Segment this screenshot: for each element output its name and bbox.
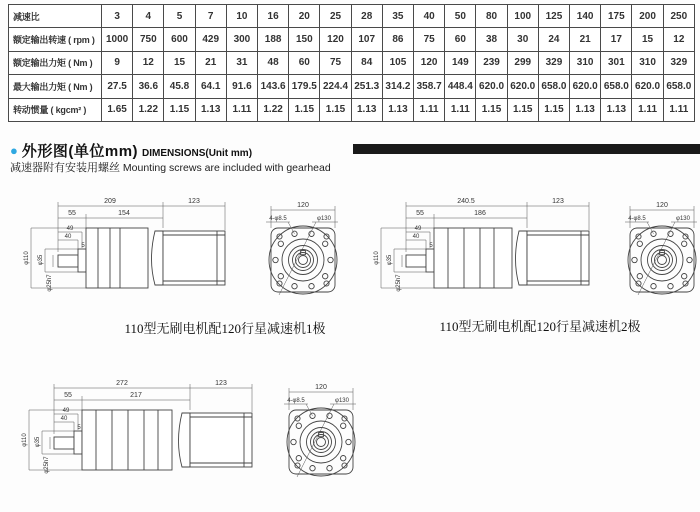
row-label: 最大输出力矩 ( Nm ) [9,75,102,98]
dim-49: 49 [62,408,70,414]
dim-dia25: φ25h7 [396,274,402,292]
dim-dia35: φ35 [35,436,41,448]
motor-body [406,228,589,288]
spec-cell: 5 [164,5,195,28]
spec-cell: 17 [601,28,632,51]
shaft-rings [282,239,324,281]
motor-body [54,410,252,470]
mounting-note [10,159,331,175]
dim-dia110: φ110 [22,433,28,447]
table-row [9,5,695,28]
spec-cell: 143.6 [258,75,289,98]
dim-front: 55 [416,210,424,217]
spec-cell: 224.4 [320,75,351,98]
spec-cell: 15 [164,51,195,74]
table-row [9,51,695,74]
spec-cell: 1.15 [320,98,351,121]
corner-holes [636,234,688,286]
spec-cell: 620.0 [476,75,507,98]
front-width-dim: 120 [656,202,668,209]
spec-cell: 75 [320,51,351,74]
flange-dia-label: φ130 [676,216,690,222]
section-heading [10,140,252,161]
spec-cell: 200 [632,5,663,28]
dim-total: 272 [116,380,128,387]
front-width-dim: 120 [297,202,309,209]
dim-gear: 217 [130,392,142,399]
spec-cell: 35 [382,5,413,28]
bolt-hole-label: 4-φ8.5 [287,398,305,404]
dim-dia35: φ35 [387,254,393,266]
spec-cell: 1.15 [507,98,538,121]
spec-cell: 429 [195,28,226,51]
spec-cell: 86 [382,28,413,51]
spec-cell: 3 [102,5,133,28]
spec-cell: 301 [601,51,632,74]
spec-cell: 658.0 [663,75,694,98]
spec-cell: 658.0 [538,75,569,98]
dim-front: 55 [64,392,72,399]
section-title-en: DIMENSIONS(Unit mm) [142,148,253,159]
dim-dia110: φ110 [374,251,380,265]
spec-cell: 1.11 [663,98,694,121]
spec-cell: 188 [258,28,289,51]
gearbox [86,228,148,288]
table-row [9,75,695,98]
spec-cell: 620.0 [632,75,663,98]
spec-cell: 107 [351,28,382,51]
spec-cell: 24 [538,28,569,51]
spec-cell: 84 [351,51,382,74]
spec-cell: 620.0 [570,75,601,98]
spec-cell: 4 [133,5,164,28]
spec-cell: 448.4 [445,75,476,98]
shaft-rings [641,239,683,281]
dim-40: 40 [60,416,68,422]
spec-cell: 12 [663,28,694,51]
bell-adapter [179,413,191,467]
dim-motor: 123 [188,198,200,205]
spec-cell: 16 [258,5,289,28]
spec-cell: 620.0 [507,75,538,98]
spec-cell: 329 [538,51,569,74]
gearbox [82,410,172,470]
spec-table [8,4,695,122]
spec-cell: 1.11 [414,98,445,121]
spec-cell: 50 [445,5,476,28]
dim-total: 209 [104,198,116,205]
row-label: 额定输出力矩 ( Nm ) [9,51,102,74]
drawing3-side-view [20,368,270,500]
spec-cell: 140 [570,5,601,28]
spec-cell: 48 [258,51,289,74]
dim-5: 5 [81,243,85,249]
spec-cell: 239 [476,51,507,74]
dim-40: 40 [412,234,420,240]
spec-cell: 149 [445,51,476,74]
dim-dia35: φ35 [38,254,44,266]
spec-cell: 60 [445,28,476,51]
spec-cell: 28 [351,5,382,28]
spec-cell: 1.13 [382,98,413,121]
dim-gear: 186 [474,210,486,217]
spec-cell: 251.3 [351,75,382,98]
spec-cell: 38 [476,28,507,51]
spec-cell: 1.15 [289,98,320,121]
mounting-note-en: Mounting screws are included with gearhead [120,162,331,174]
spec-cell: 91.6 [226,75,257,98]
shaft-rings [300,421,342,463]
spec-cell: 750 [133,28,164,51]
bell-adapter [516,231,528,285]
spec-cell: 60 [289,51,320,74]
dim-dia110: φ110 [24,251,30,265]
flange-circle [269,226,337,294]
spec-cell: 658.0 [601,75,632,98]
spec-cell: 36.6 [133,75,164,98]
spec-cell: 600 [164,28,195,51]
spec-cell: 310 [570,51,601,74]
motor [190,413,252,467]
bullet-icon: ● [10,143,18,158]
row-label: 转动惯量 ( kgcm² ) [9,98,102,121]
spec-cell: 64.1 [195,75,226,98]
drawing2-front-view [607,184,700,330]
flange-circle [628,226,696,294]
row-label: 减速比 [9,5,102,28]
mounting-note-cn: 减速器附有安装用螺丝 [10,162,120,174]
spec-cell: 179.5 [289,75,320,98]
dim-40: 40 [64,234,72,240]
dim-dia25: φ25h7 [47,274,53,292]
drawing1-front-view [248,184,358,330]
spec-cell: 1000 [102,28,133,51]
spec-cell: 45.8 [164,75,195,98]
dim-motor: 123 [552,198,564,205]
spec-cell: 1.13 [570,98,601,121]
spec-table-wrap [8,4,695,122]
spec-cell: 1.15 [538,98,569,121]
bolt-hole-label: 4-φ8.5 [269,216,287,222]
dim-49: 49 [66,226,74,232]
spec-cell: 1.11 [632,98,663,121]
spec-cell: 1.13 [351,98,382,121]
dim-motor: 123 [215,380,227,387]
dim-5: 5 [77,425,81,431]
spec-cell: 1.13 [601,98,632,121]
spec-cell: 125 [538,5,569,28]
spec-cell: 10 [226,5,257,28]
spec-cell: 105 [382,51,413,74]
gearbox [434,228,512,288]
motor [163,231,225,285]
motor [527,231,589,285]
table-row [9,28,695,51]
drawing3-front-view [266,366,376,512]
spec-cell: 1.65 [102,98,133,121]
section-title-cn: 外形图(单位mm) [21,143,139,160]
spec-cell: 1.22 [258,98,289,121]
shaft [58,255,78,267]
spec-cell: 1.15 [164,98,195,121]
spec-cell: 1.11 [445,98,476,121]
spec-cell: 27.5 [102,75,133,98]
flange-square [271,228,335,292]
spec-cell: 329 [663,51,694,74]
table-row [9,98,695,121]
spec-cell: 120 [320,28,351,51]
spec-cell: 75 [414,28,445,51]
spec-cell: 1.15 [476,98,507,121]
drawing2-side-view [370,186,615,318]
spec-cell: 314.2 [382,75,413,98]
spec-cell: 175 [601,5,632,28]
spec-cell: 1.22 [133,98,164,121]
spec-cell: 21 [570,28,601,51]
front-width-dim: 120 [315,384,327,391]
dim-49: 49 [414,226,422,232]
spec-cell: 250 [663,5,694,28]
spec-cell: 15 [632,28,663,51]
spec-cell: 7 [195,5,226,28]
spec-cell: 100 [507,5,538,28]
spec-cell: 21 [195,51,226,74]
heading-divider-bar [353,144,700,154]
drawing1-caption: 110型无刷电机配120行星减速机1极 [124,321,326,336]
corner-holes [295,416,347,468]
dim-gear: 154 [118,210,130,217]
shaft-shoulder [74,431,82,454]
shaft-shoulder [426,249,434,272]
spec-cell: 12 [133,51,164,74]
row-label: 额定输出转速 ( rpm ) [9,28,102,51]
spec-cell: 30 [507,28,538,51]
spec-cell: 150 [289,28,320,51]
spec-cell: 120 [414,51,445,74]
drawing2-caption: 110型无刷电机配120行星减速机2极 [439,319,641,334]
motor-body [58,228,225,288]
dim-total: 240.5 [457,198,475,205]
bolt-hole-label: 4-φ8.5 [628,216,646,222]
flange-dia-label: φ130 [335,398,349,404]
spec-cell: 25 [320,5,351,28]
dim-dia25: φ25h7 [44,456,50,474]
spec-cell: 299 [507,51,538,74]
shaft-shoulder [78,249,86,272]
dim-5: 5 [429,243,433,249]
spec-cell: 300 [226,28,257,51]
spec-cell: 1.13 [195,98,226,121]
corner-holes [277,234,329,286]
spec-cell: 358.7 [414,75,445,98]
spec-cell: 40 [414,5,445,28]
spec-cell: 80 [476,5,507,28]
flange-dia-label: φ130 [317,216,331,222]
spec-cell: 31 [226,51,257,74]
spec-cell: 1.11 [226,98,257,121]
flange-square [630,228,694,292]
shaft [406,255,426,267]
spec-cell: 20 [289,5,320,28]
spec-cell: 310 [632,51,663,74]
flange-circle [287,408,355,476]
spec-cell: 9 [102,51,133,74]
drawing1-side-view [18,186,253,318]
dim-front: 55 [68,210,76,217]
shaft [54,437,74,449]
bell-adapter [152,231,164,285]
flange-square [289,410,353,474]
